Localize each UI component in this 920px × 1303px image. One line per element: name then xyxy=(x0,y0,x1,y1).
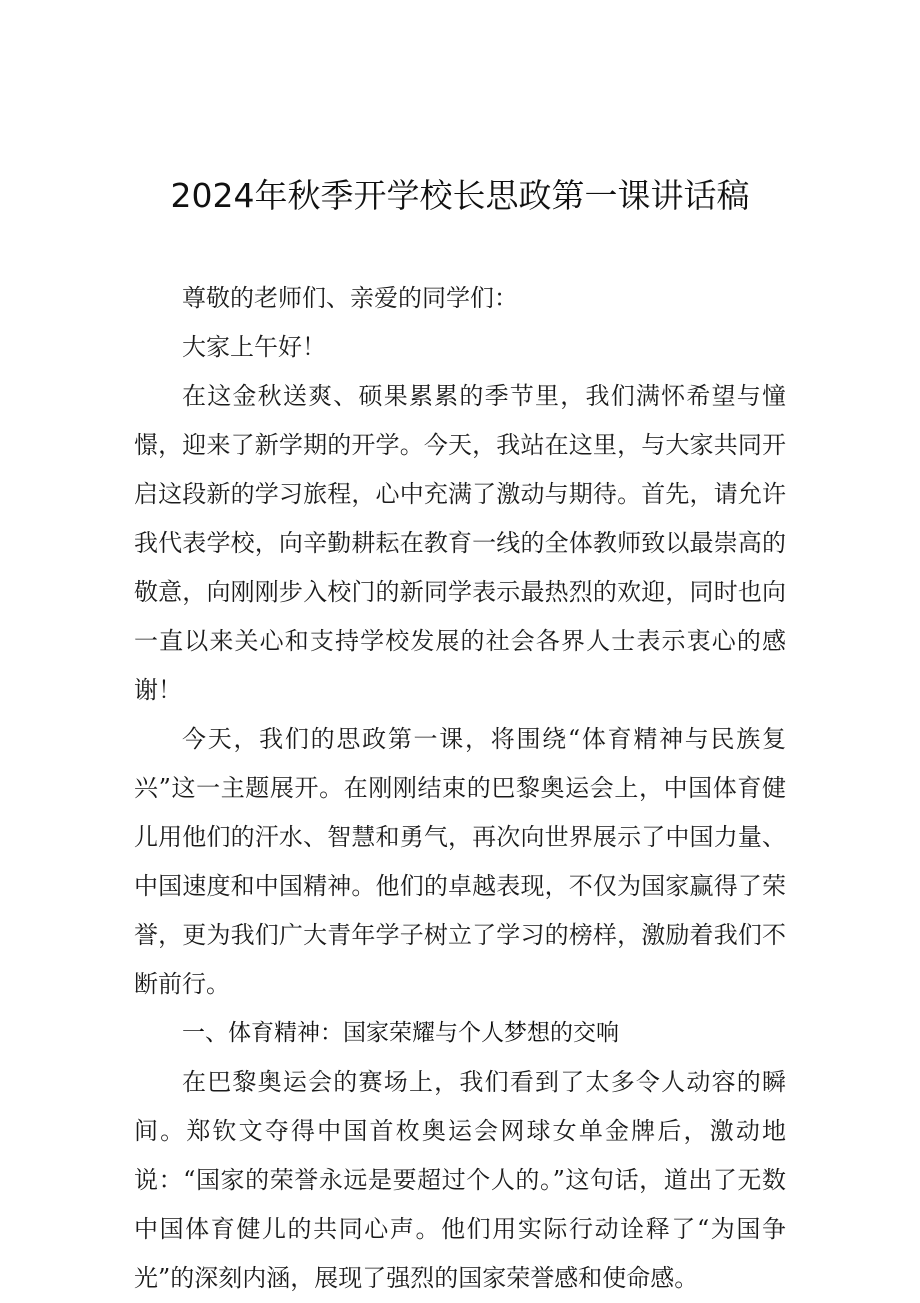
paragraph-theme: 今天，我们的思政第一课，将围绕“体育精神与民族复兴”这一主题展开。在刚刚结束的巴黎奥运会上，中国体育健儿用他们的汗水、智慧和勇气，再次向世界展示了中国力量、中国速度和中国精神。他们的卓越表现，不仅为国家赢得了荣誉，更为我们广大青年学子树立了学习的榜样，激励着我们不断前行。 xyxy=(134,725,786,998)
document-title: 2024年秋季开学校长思政第一课讲话稿 xyxy=(170,176,750,215)
paragraph-opening: 在这金秋送爽、硕果累累的季节里，我们满怀希望与憧憬，迎来了新学期的开学。今天，我站在这里，与大家共同开启这段新的学习旅程，心中充满了激动与期待。首先，请允许我代表学校，向辛勤耕耘在教育一线的全体教师致以最崇高的敬意，向刚刚步入校门的新同学表示最热烈的欢迎，同时也向一直以来关心和支持学校发展的社会各界人士表示衷心的感谢！ xyxy=(134,382,786,704)
greeting: 大家上午好！ xyxy=(182,333,326,361)
paragraph-olympics: 在巴黎奥运会的赛场上，我们看到了太多令人动容的瞬间。郑钦文夺得中国首枚奥运会网球女单金牌后，激动地说：“国家的荣誉永远是要超过个人的。”这句话，道出了无数中国体育健儿的共同心声。他们用实际行动诠释了“为国争光”的深刻内涵，展现了强烈的国家荣誉感和使命感。 xyxy=(134,1068,786,1292)
salutation: 尊敬的老师们、亲爱的同学们： xyxy=(182,284,518,312)
section-heading: 一、体育精神：国家荣耀与个人梦想的交响 xyxy=(182,1020,619,1046)
document-body xyxy=(134,274,786,1303)
